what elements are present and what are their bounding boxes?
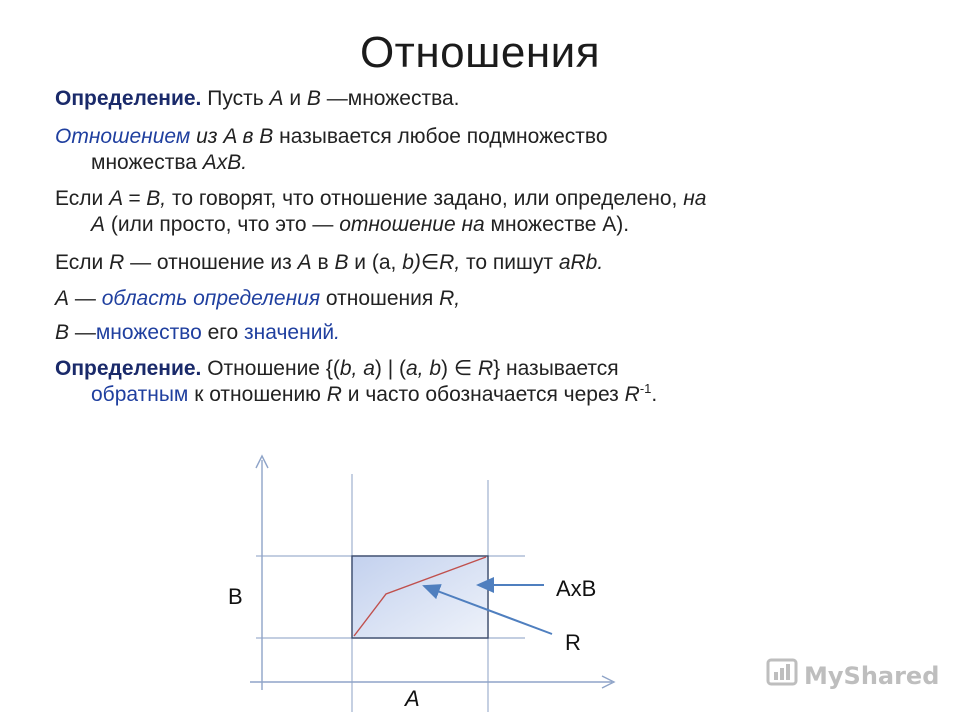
definition-relation: Отношением из A в B называется любое подмножество множества AxB. <box>55 125 608 174</box>
term-values: значений <box>244 321 335 344</box>
mysharedd-watermark <box>768 660 939 690</box>
label-b: B <box>228 584 243 609</box>
definition-sets: Определение. Пусть A и B —множества. <box>55 87 460 110</box>
term-relation: Отношением <box>55 125 191 148</box>
product-rectangle <box>352 556 488 638</box>
definition-label: Определение. <box>55 87 202 110</box>
relation-on-set: Если A = B, то говорят, что отношение задано, или определено, на A (или просто, что это — отношение на множестве A). <box>55 187 707 236</box>
label-axb: AxB <box>556 576 597 601</box>
presentation-logo-icon <box>768 660 796 684</box>
term-domain: область определения <box>101 287 321 310</box>
label-r: R <box>565 630 581 655</box>
definition-inverse: Определение. Отношение {(b, a) | (a, b) ∈ R} называется обратным к отношению R и часто обозначается через $R^{-1}$. <box>55 357 658 406</box>
slide-title: Отношения <box>359 28 601 77</box>
domain-definition: A — область определения отношения R, <box>55 287 461 310</box>
notation-arb: Если R — отношение из A в B и (a, b)∈R, то пишут aRb. <box>55 251 604 274</box>
codomain-definition: B —множество его значений. <box>55 321 340 344</box>
term-inverse: обратным <box>91 383 189 406</box>
watermark-text: MyShared <box>804 662 940 690</box>
label-a: A <box>405 686 420 711</box>
term-set: множество <box>95 321 202 344</box>
definition-label-2: Определение. <box>55 357 202 380</box>
